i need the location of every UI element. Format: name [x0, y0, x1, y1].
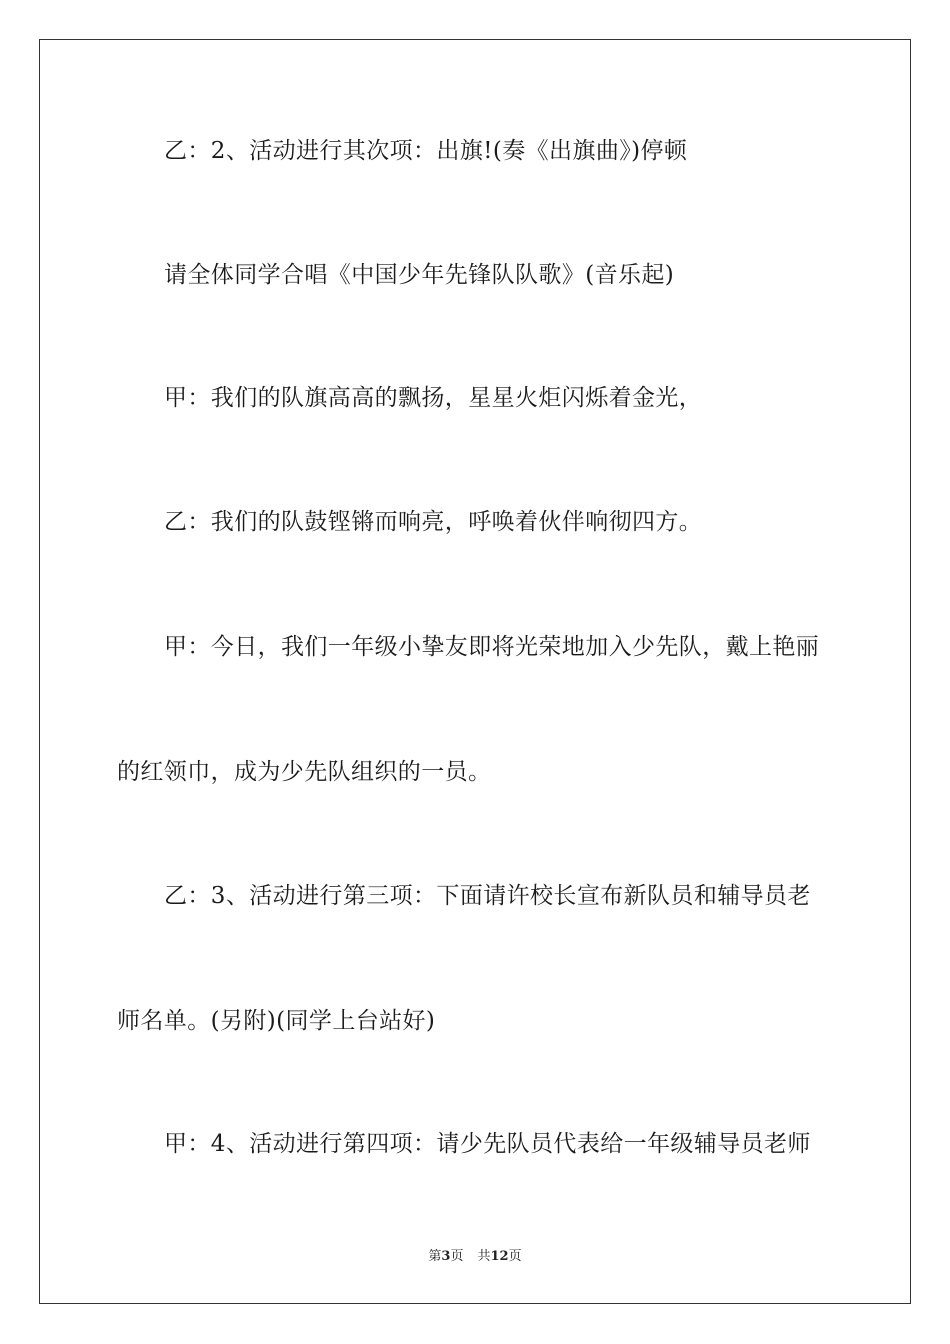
- page-border: [39, 39, 911, 1304]
- footer-page-suffix: 页: [450, 1249, 464, 1264]
- paragraph-line-7: 乙：3、活动进行第三项：下面请许校长宣布新队员和辅导员老: [164, 883, 811, 909]
- paragraph-line-5: 甲：今日，我们一年级小挚友即将光荣地加入少先队，戴上艳丽: [164, 634, 820, 660]
- paragraph-line-3: 甲：我们的队旗高高的飘扬，星星火炬闪烁着金光，: [164, 385, 703, 411]
- paragraph-line-2: 请全体同学合唱《中国少年先锋队队歌》(音乐起): [164, 262, 675, 288]
- footer-page-number: 3: [441, 1249, 451, 1264]
- paragraph-line-9: 甲：4、活动进行第四项：请少先队员代表给一年级辅导员老师: [164, 1131, 811, 1157]
- footer-total-suffix: 页: [508, 1249, 522, 1264]
- footer-total-prefix: 共: [477, 1249, 491, 1264]
- paragraph-line-4: 乙：我们的队鼓铿锵而响亮，呼唤着伙伴响彻四方。: [164, 509, 703, 535]
- paragraph-line-6: 的红领巾，成为少先队组织的一员。: [117, 759, 492, 785]
- footer-page-prefix: 第: [428, 1249, 442, 1264]
- footer-total-pages: 12: [490, 1249, 509, 1264]
- page-footer: [0, 1248, 950, 1266]
- paragraph-line-1: 乙：2、活动进行其次项：出旗!(奏《出旗曲》)停顿: [164, 138, 688, 164]
- paragraph-line-8: 师名单。(另附)(同学上台站好): [117, 1008, 436, 1034]
